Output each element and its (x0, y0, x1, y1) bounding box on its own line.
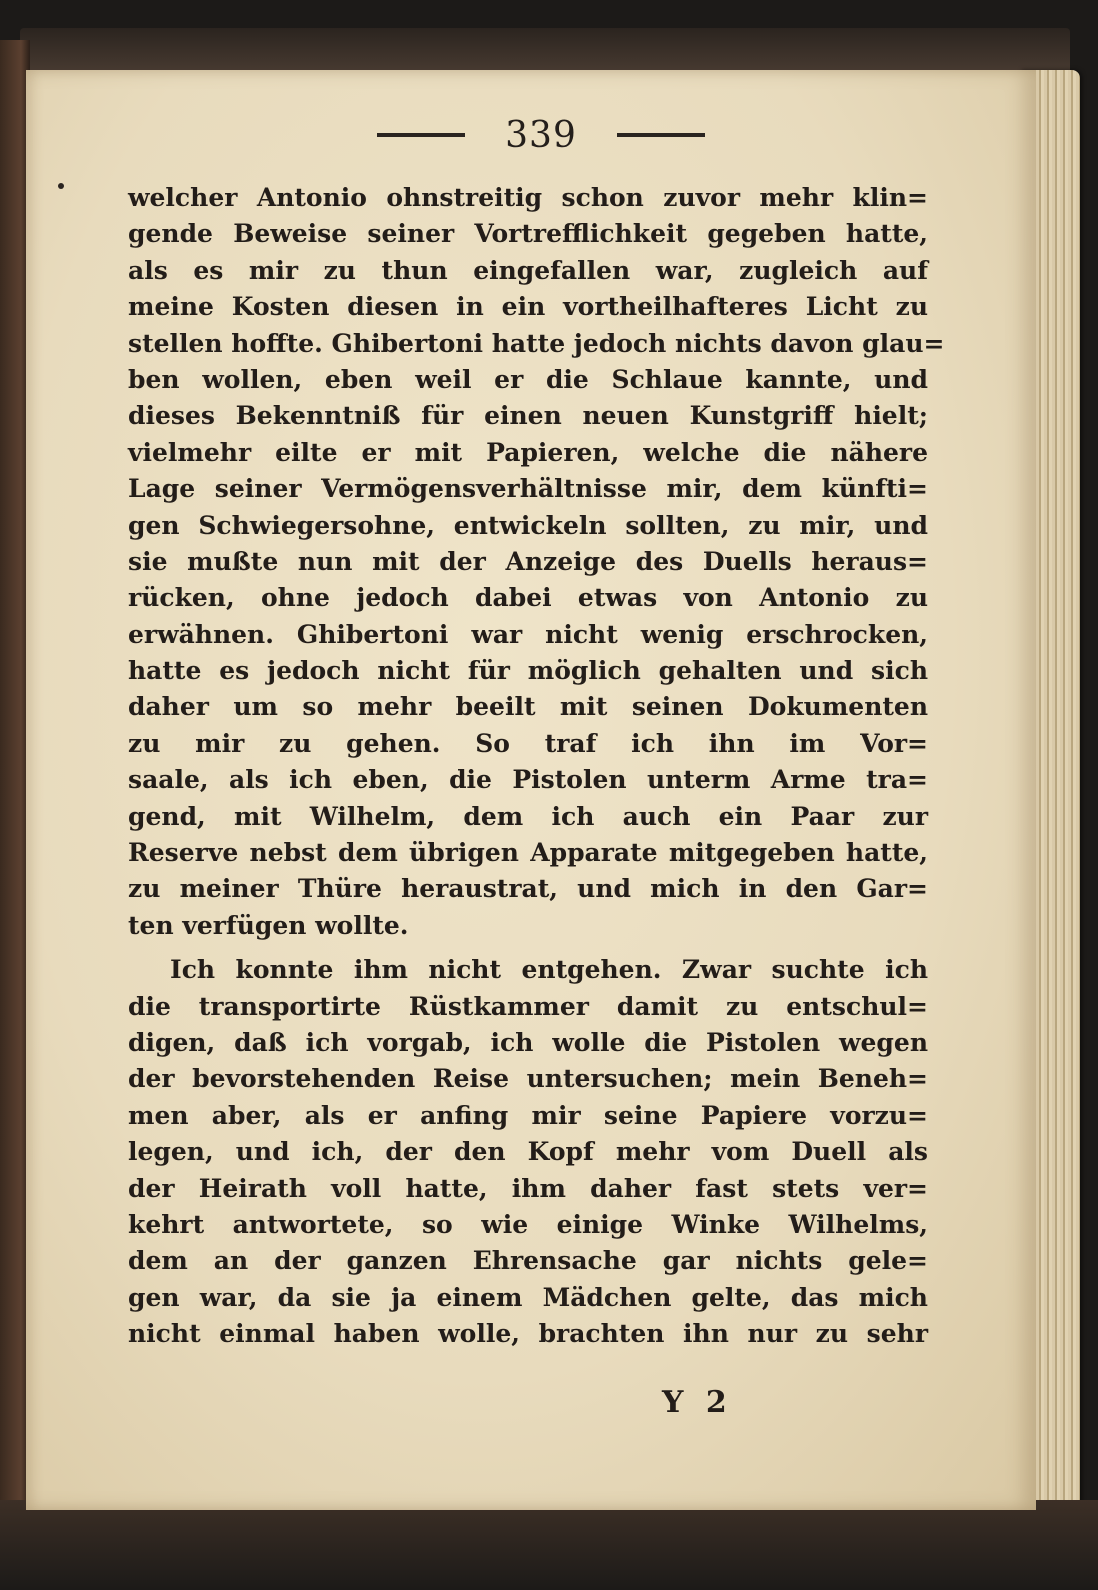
text-line: der bevorstehenden Reise untersuchen; mein Beneh= (128, 1064, 928, 1094)
header-rule-left (377, 133, 465, 137)
text-line: rücken, ohne jedoch dabei etwas von Antonio zu (128, 583, 928, 613)
text-line: daher um so mehr beeilt mit seinen Dokumenten (128, 692, 928, 722)
text-line: hatte es jedoch nicht für möglich gehalten und sich (128, 656, 928, 686)
page-header (366, 110, 716, 160)
body-text (128, 180, 945, 1353)
text-line: ben wollen, eben weil er die Schlaue kannte, und (128, 364, 928, 394)
text-line: men aber, als er anfing mir seine Papiere vorzu= (128, 1100, 928, 1130)
text-line: welcher Antonio ohnstreitig schon zuvor mehr klin= (128, 183, 928, 212)
text-line: gen war, da sie ja einem Mädchen gelte, das mich (128, 1282, 928, 1312)
text-line: zu meiner Thüre heraustrat, und mich in den Gar= (128, 874, 928, 904)
text-line: kehrt antwortete, so wie einige Winke Wilhelms, (128, 1209, 928, 1239)
text-line: nicht einmal haben wolle, brachten ihn nur zu sehr (128, 1319, 928, 1349)
text-line: gen Schwiegersohne, entwickeln sollten, zu mir, und (128, 510, 928, 540)
text-line: gend, mit Wilhelm, dem ich auch ein Paar zur (128, 801, 928, 831)
text-line: als es mir zu thun eingefallen war, zugleich auf (128, 255, 928, 285)
text-line: meine Kosten diesen in ein vortheilhafteres Licht zu (128, 292, 928, 322)
header-rule-right (617, 133, 705, 137)
text-line: ten verfügen wollte. (128, 910, 409, 940)
signature-mark: Y 2 (662, 1385, 733, 1420)
text-line: zu mir zu gehen. So traf ich ihn im Vor= (128, 728, 928, 758)
book-page (26, 70, 1036, 1510)
text-line: der Heirath voll hatte, ihm daher fast stets ver= (128, 1173, 928, 1203)
book-cover-bottom (0, 1500, 1098, 1590)
text-line: legen, und ich, der den Kopf mehr vom Duell als (128, 1137, 928, 1167)
text-line: sie mußte nun mit der Anzeige des Duells heraus= (128, 546, 928, 576)
text-line: die transportirte Rüstkammer damit zu entschul= (128, 991, 928, 1021)
text-line: saale, als ich eben, die Pistolen unterm Arme tra= (128, 765, 928, 795)
text-line: vielmehr eilte er mit Papieren, welche die nähere (128, 437, 928, 467)
text-line: erwähnen. Ghibertoni war nicht wenig erschrocken, (128, 619, 928, 649)
text-line: dem an der ganzen Ehrensache gar nichts gele= (128, 1246, 928, 1276)
text-line: Ich konnte ihm nicht entgehen. Zwar suchte ich (170, 955, 928, 985)
text-line: Reserve nebst dem übrigen Apparate mitgegeben hatte, (128, 838, 928, 868)
text-line: Lage seiner Vermögensverhältnisse mir, dem künfti= (128, 474, 928, 504)
text-line: digen, daß ich vorgab, ich wolle die Pistolen wegen (128, 1027, 928, 1057)
text-line: dieses Bekenntniß für einen neuen Kunstgriff hielt; (128, 401, 928, 431)
page-number: 339 (505, 114, 577, 156)
text-line: gende Beweise seiner Vortrefflichkeit gegeben hatte, (128, 219, 928, 249)
text-line: stellen hoffte. Ghibertoni hatte jedoch nichts davon glau= (128, 328, 945, 358)
margin-mark (58, 183, 64, 189)
